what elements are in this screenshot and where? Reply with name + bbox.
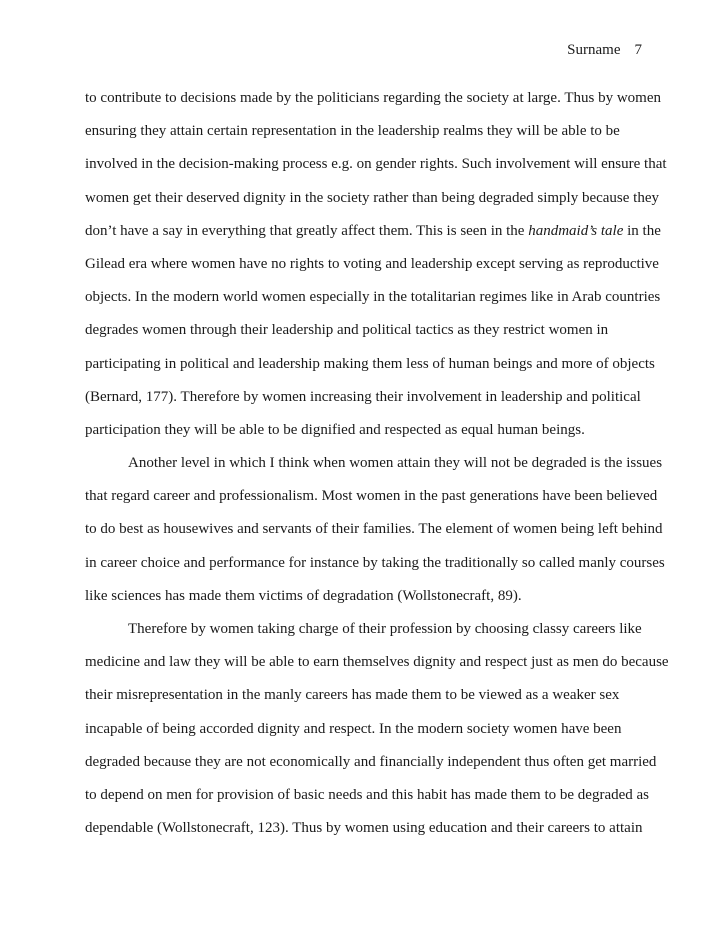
text-line-23: dependable (Wollstonecraft, 123). Thus by women using education and their careers to attain (85, 820, 643, 837)
text-line-16: like sciences has made them victims of degradation (Wollstonecraft, 89). (85, 587, 522, 604)
text-line-5 (85, 215, 661, 248)
text-line-4: women get their deserved dignity in the society rather than being degraded simply because they (85, 189, 659, 206)
text-line-5-start: don’t have a say in everything that greatly affect them. This is seen in the (85, 222, 529, 239)
text-line-11: participation they will be able to be dignified and respected as equal human beings. (85, 421, 585, 438)
header-surname: Surname (567, 42, 621, 58)
text-line-21: degraded because they are not economically and financially independent thus often get married (85, 753, 657, 770)
text-line-2: ensuring they attain certain representation in the leadership realms they will be able to be (85, 123, 620, 140)
text-line-1: to contribute to decisions made by the politicians regarding the society at large. Thus by women (85, 90, 661, 106)
text-line-7: objects. In the modern world women especially in the totalitarian regimes like in Arab countries (85, 289, 661, 306)
book-title-italic: handmaid’s tale (528, 222, 624, 239)
text-line-12: Another level in which I think when women attain they will not be degraded is the issues (128, 455, 663, 472)
text-line-14: to do best as housewives and servants of their families. The element of women being left behind (85, 521, 663, 538)
text-line-3: involved in the decision-making process e.g. on gender rights. Such involvement will ensure that (85, 156, 667, 173)
body-text (85, 82, 669, 845)
text-line-9: participating in political and leadership making them less of human beings and more of objects (85, 355, 655, 372)
running-header (567, 41, 642, 59)
text-line-8: degrades women through their leadership and political tactics as they restrict women in (85, 322, 609, 339)
text-line-6: Gilead era where women have no rights to voting and leadership except serving as reproductive (85, 255, 659, 272)
text-line-20: incapable of being accorded dignity and respect. In the modern society women have been (85, 720, 622, 737)
text-line-13: that regard career and professionalism. Most women in the past generations have been believed (85, 488, 658, 505)
page-number: 7 (634, 42, 642, 58)
text-line-17: Therefore by women taking charge of their profession by choosing classy careers like (128, 621, 642, 637)
text-line-18: medicine and law they will be able to earn themselves dignity and respect just as men do because (85, 654, 669, 671)
text-line-5-end: in the (623, 222, 661, 239)
text-line-19: their misrepresentation in the manly careers has made them to be viewed as a weaker sex (85, 687, 620, 704)
text-line-10: (Bernard, 177). Therefore by women increasing their involvement in leadership and political (85, 388, 641, 405)
text-line-22: to depend on men for provision of basic needs and this habit has made them to be degraded as (85, 786, 650, 803)
text-line-15: in career choice and performance for instance by taking the traditionally so called manly courses (85, 554, 665, 571)
